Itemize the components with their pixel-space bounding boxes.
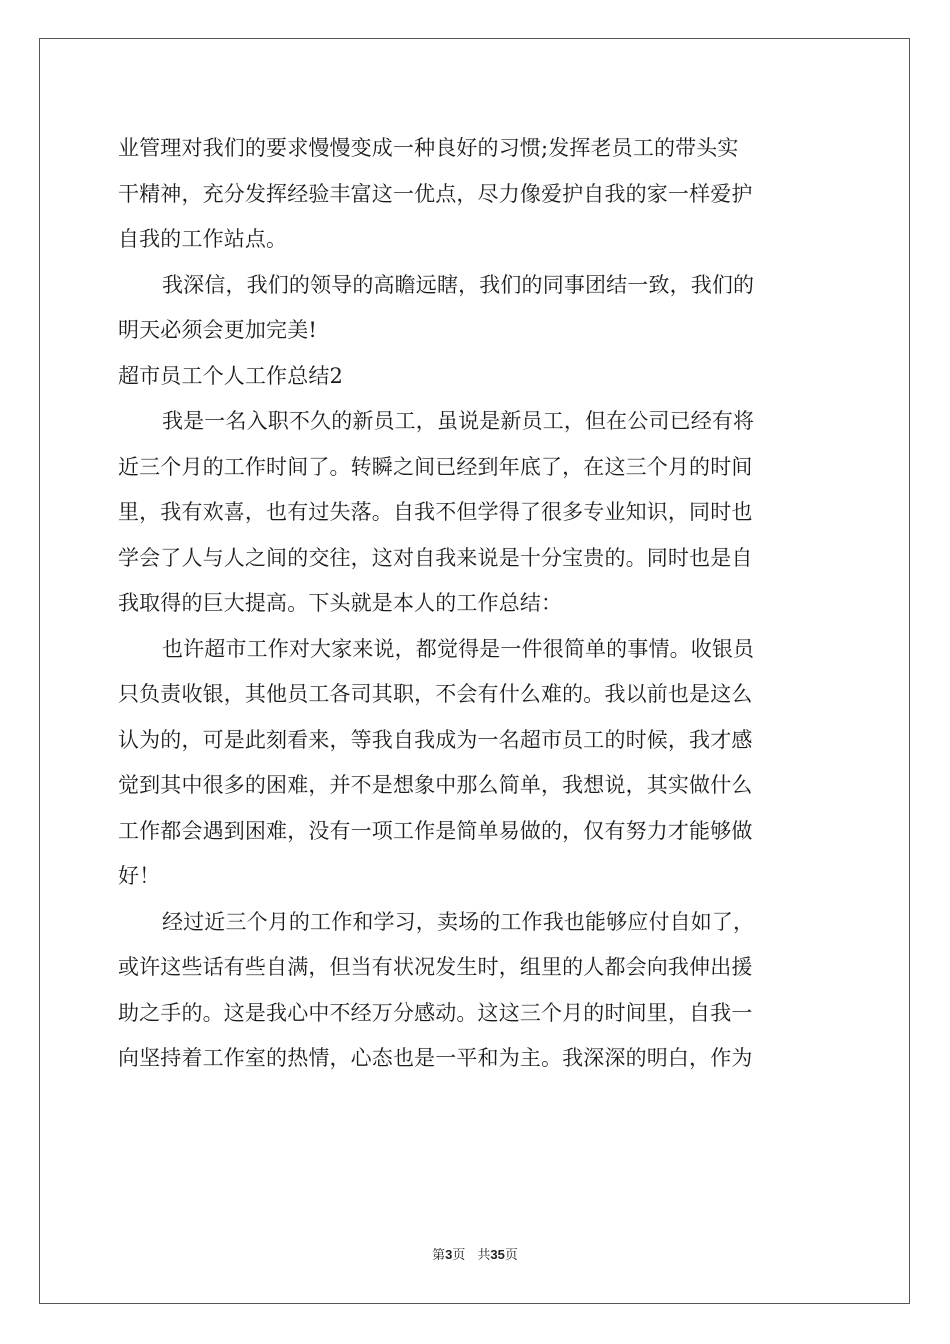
total-suffix: 页: [504, 1248, 518, 1263]
text-line: 觉到其中很多的困难，并不是想象中那么简单，我想说，其实做什么: [118, 773, 753, 797]
text-line: 助之手的。这是我心中不经万分感动。这这三个月的时间里，自我一: [118, 1000, 753, 1025]
total-pages: 35: [490, 1247, 505, 1262]
text-line: 自我的工作站点。: [118, 227, 288, 251]
text-line: 好！: [118, 864, 161, 888]
text-line: 只负责收银，其他员工各司其职，不会有什么难的。我以前也是这么: [118, 682, 753, 706]
text-line: 认为的，可是此刻看来，等我自我成为一名超市员工的时候，我才感: [118, 727, 753, 752]
text-line: 工作都会遇到困难，没有一项工作是简单易做的，仅有努力才能够做: [118, 818, 753, 843]
text-line: 经过近三个月的工作和学习，卖场的工作我也能够应付自如了，: [162, 909, 755, 934]
text-line: 业管理对我们的要求慢慢变成一种良好的习惯;发挥老员工的带头实: [118, 136, 739, 160]
text-line: 学会了人与人之间的交往，这对自我来说是十分宝贵的。同时也是自: [118, 545, 753, 570]
text-line: 干精神，充分发挥经验丰富这一优点，尽力像爱护自我的家一样爱护: [118, 181, 753, 206]
text-line: 我取得的巨大提高。下头就是本人的工作总结：: [118, 591, 563, 615]
text-line: 我深信，我们的领导的高瞻远瞎，我们的同事团结一致，我们的: [162, 272, 755, 297]
page-prefix: 第: [432, 1248, 446, 1263]
text-line: 近三个月的工作时间了。转瞬之间已经到年底了，在这三个月的时间: [118, 454, 753, 479]
text-line: 超市员工个人工作总结2: [118, 363, 344, 388]
page-suffix: 页: [452, 1248, 466, 1263]
document-body: [118, 126, 834, 1082]
text-line: 我是一名入职不久的新员工，虽说是新员工，但在公司已经有将: [162, 409, 755, 433]
page-number: 3: [445, 1247, 453, 1262]
text-line: 明天必须会更加完美!: [118, 318, 317, 342]
page-footer: [0, 1247, 950, 1264]
text-line: 或许这些话有些自满，但当有状况发生时，组里的人都会向我伸出援: [118, 955, 753, 979]
text-line: 里，我有欢喜，也有过失落。自我不但学得了很多专业知识，同时也: [118, 500, 753, 524]
total-prefix: 共: [477, 1248, 491, 1263]
text-line: 也许超市工作对大家来说，都觉得是一件很简单的事情。收银员: [162, 636, 755, 661]
text-line: 向坚持着工作室的热情，心态也是一平和为主。我深深的明白，作为: [118, 1046, 753, 1070]
